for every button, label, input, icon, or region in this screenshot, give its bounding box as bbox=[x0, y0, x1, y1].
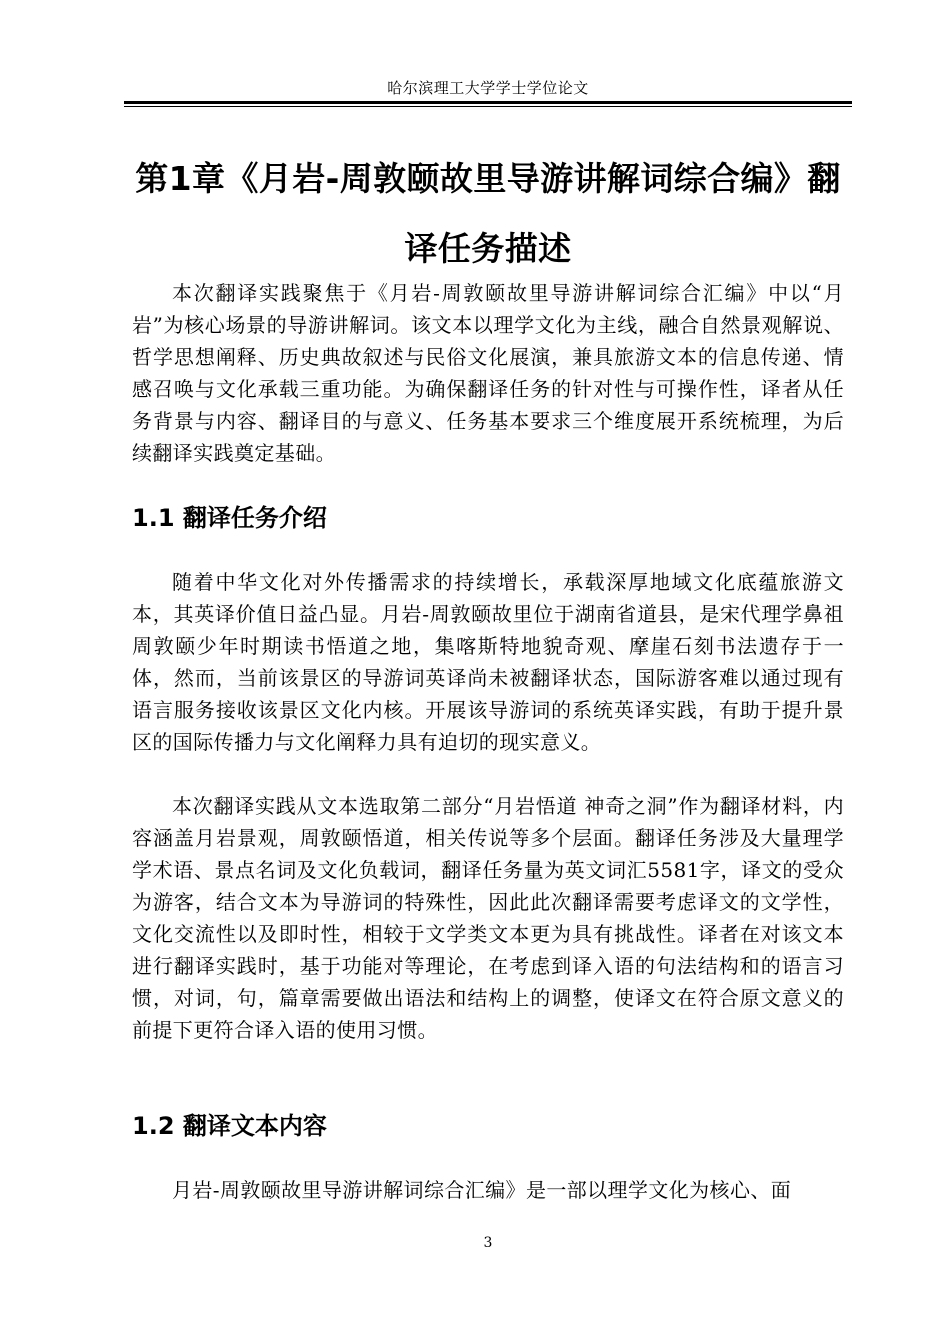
section-heading-1-2: 1.2 翻译文本内容 bbox=[132, 1112, 327, 1140]
section-1-2-paragraph-1: 月岩-周敦颐故里导游讲解词综合汇编》是一部以理学文化为核心、面 bbox=[172, 1178, 792, 1202]
section-1-1-paragraph-2: 本次翻译实践从文本选取第二部分“月岩悟道 神奇之洞”作为翻译材料，内容涵盖月岩景观，周敦颐悟道，相关传说等多个层面。翻译任务涉及大量理学学术语、景点名词及文化负载词，翻译任务量为英文词汇5581字，译文的受众为游客，结合文本为导游词的特殊性，因此此次翻译需要考虑译文的文学性，文化交流性以及即时性，相较于文学类文本更为具有挑战性。译者在对该文本进行翻译实践时，基于功能对等理论，在考虑到译入语的句法结构和的语言习惯，对词，句，篇章需要做出语法和结构上的调整，使译文在符合原文意义的前提下更符合译入语的使用习惯。 bbox=[132, 794, 844, 1042]
section-heading-1-1: 1.1 翻译任务介绍 bbox=[132, 504, 327, 532]
page-number: 3 bbox=[483, 1235, 493, 1251]
header-divider bbox=[124, 101, 852, 107]
chapter-title: 第1章《月岩-周敦颐故里导游讲解词综合编》翻译任务描述 bbox=[135, 159, 841, 268]
running-header: 哈尔滨理工大学学士学位论文 bbox=[387, 79, 589, 97]
intro-paragraph: 本次翻译实践聚焦于《月岩-周敦颐故里导游讲解词综合汇编》中以“月岩”为核心场景的导游讲解词。该文本以理学文化为主线，融合自然景观解说、哲学思想阐释、历史典故叙述与民俗文化展演，兼具旅游文本的信息传递、情感召唤与文化承载三重功能。为确保翻译任务的针对性与可操作性，译者从任务背景与内容、翻译目的与意义、任务基本要求三个维度展开系统梳理，为后续翻译实践奠定基础。 bbox=[132, 281, 844, 465]
section-1-1-paragraph-1: 随着中华文化对外传播需求的持续增长，承载深厚地域文化底蕴旅游文本，其英译价值日益凸显。月岩-周敦颐故里位于湖南省道县，是宋代理学鼻祖周敦颐少年时期读书悟道之地，集喀斯特地貌奇观、摩崖石刻书法遗存于一体，然而，当前该景区的导游词英译尚未被翻译状态，国际游客难以通过现有语言服务接收该景区文化内核。开展该导游词的系统英译实践，有助于提升景区的国际传播力与文化阐释力具有迫切的现实意义。 bbox=[132, 570, 844, 754]
